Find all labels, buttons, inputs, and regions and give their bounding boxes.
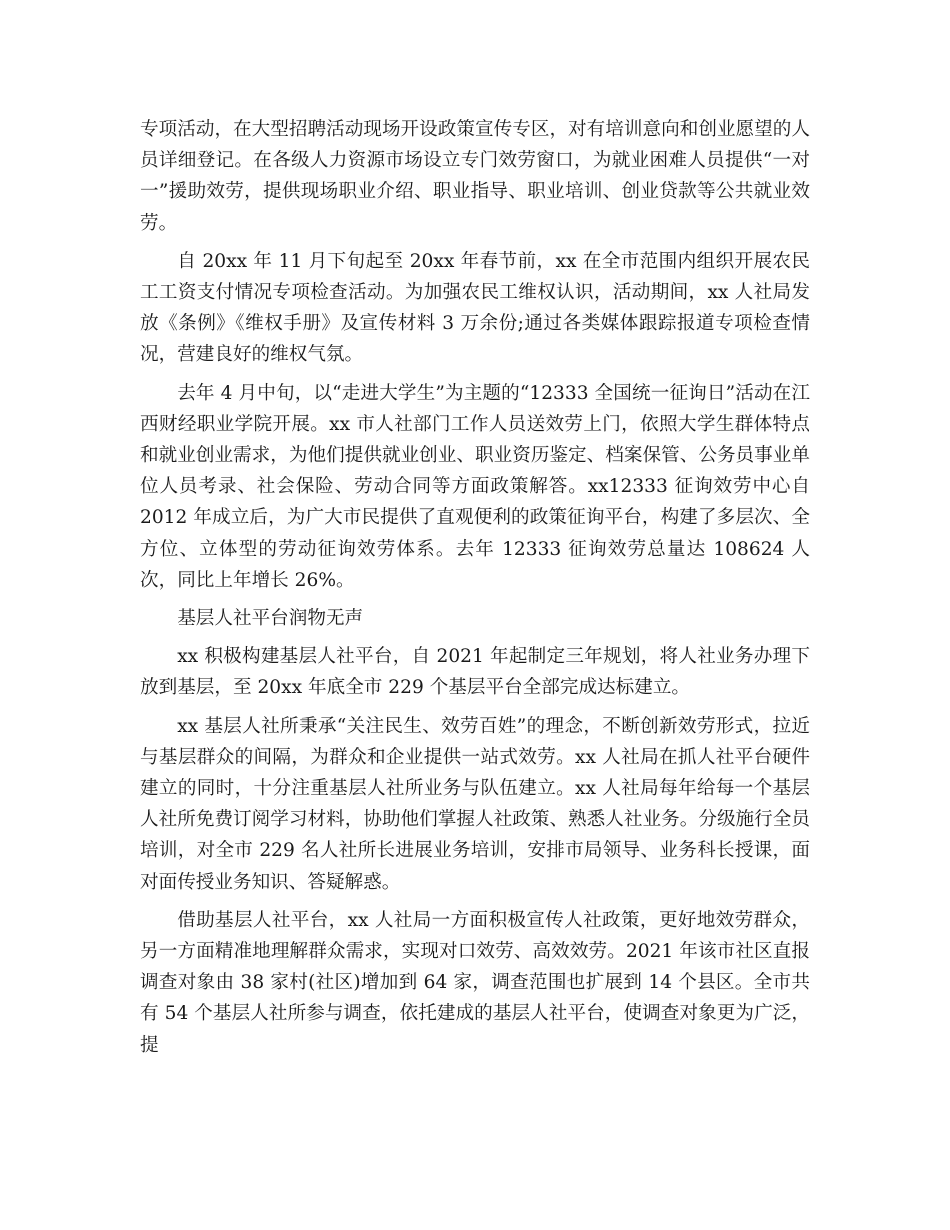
section-heading: 基层人社平台润物无声 <box>177 608 364 630</box>
paragraph-1: 专项活动，在大型招聘活动现场开设政策宣传专区，对有培训意向和创业愿望的人员详细登记。在各级人力资源市场设立专门效劳窗口，为就业困难人员提供“一对一”援助效劳，提供现场职业介绍、职业指导、职业培训、创业贷款等公共就业效劳。 <box>140 119 810 234</box>
document-body <box>140 114 810 1068</box>
paragraph-2: 自 20xx 年 11 月下旬起至 20xx 年春节前，xx 在全市范围内组织开展农民工工资支付情况专项检查活动。为加强农民工维权认识，活动期间，xx 人社局发放《条例》《维权手册》及宣传材料 3 万余份;通过各类媒体跟踪报道专项检查情况，营建良好的维权气氛。 <box>140 250 810 366</box>
paragraph-5: xx 基层人社所秉承“关注民生、效劳百姓”的理念，不断创新效劳形式，拉近与基层群众的间隔，为群众和企业提供一站式效劳。xx 人社局在抓人社平台硬件建立的同时，十分注重基层人社所业务与队伍建立。xx 人社局每年给每一个基层人社所免费订阅学习材料，协助他们掌握人社政策、熟悉人社业务。分级施行全员培训，对全市 229 名人社所长进展业务培训，安排市局领导、业务科长授课，面对面传授业务知识、答疑解惑。 <box>140 715 810 893</box>
paragraph-3: 去年 4 月中旬，以“走进大学生”为主题的“12333 全国统一征询日”活动在江西财经职业学院开展。xx 市人社部门工作人员送效劳上门，依照大学生群体特点和就业创业需求，为他们提供就业创业、职业资历鉴定、档案保管、公务员事业单位人员考录、社会保险、劳动合同等方面政策解答。xx12333 征询效劳中心自 2012 年成立后，为广大市民提供了直观便利的政策征询平台，构建了多层次、全方位、立体型的劳动征询效劳体系。去年 12333 征询效劳总量达 108624 人次，同比上年增长 26%。 <box>140 382 810 591</box>
paragraph-4: xx 积极构建基层人社平台，自 2021 年起制定三年规划，将人社业务办理下放到基层，至 20xx 年底全市 229 个基层平台全部完成达标建立。 <box>140 646 810 699</box>
paragraph-6: 借助基层人社平台，xx 人社局一方面积极宣传人社政策，更好地效劳群众，另一方面精准地理解群众需求，实现对口效劳、高效效劳。2021 年该市社区直报调查对象由 38 家村(社区)增加到 64 家，调查范围也扩展到 14 个县区。全市共有 54 个基层人社所参与调查，依托建成的基层人社平台，使调查对象更为广泛，提 <box>140 909 810 1056</box>
